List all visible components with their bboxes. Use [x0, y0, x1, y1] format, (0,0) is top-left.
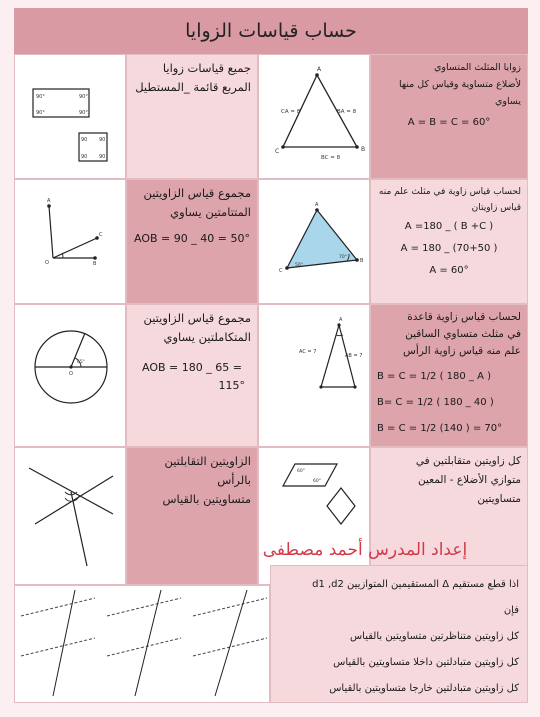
svg-text:90: 90 [81, 137, 88, 143]
formula: A = B = C = 60° [407, 117, 491, 128]
equilateral-text [370, 54, 528, 179]
svg-text:90°: 90° [79, 94, 88, 100]
svg-text:B: B [360, 258, 364, 264]
triangle-sum-text [370, 179, 528, 304]
svg-text:A: A [47, 198, 51, 204]
text-line: اذا قطع مستقيم Δ المستقيمين المتوازيين d1 ,d2 [312, 579, 519, 590]
text-line: متوازي الأضلاع - المعين [418, 474, 521, 486]
vertical-angles-figure [14, 447, 126, 585]
svg-text:90: 90 [99, 154, 106, 160]
text-line: مجموع قياس الزاويتين [143, 311, 251, 325]
svg-text:90: 90 [99, 137, 106, 143]
formula: 115° [218, 379, 245, 392]
vertical-angles-text [126, 447, 258, 585]
side-bc: BC = 8 [321, 155, 341, 161]
text-line: كل زاويتين متبادلتين خارجا متساويتين بالقياس [329, 683, 519, 694]
text-line: في مثلث متساوي الساقين [405, 328, 521, 340]
svg-text:B: B [93, 261, 97, 267]
text-line: كل زاويتين متقابلتين في [415, 455, 521, 467]
vertex-c: C [275, 148, 280, 155]
text-line: كل زاويتين متبادلتين داخلا متساويتين بالقياس [333, 657, 519, 668]
svg-text:90°: 90° [36, 94, 45, 100]
formula: AOB = 90 _ 40 = 50° [134, 232, 250, 245]
author-credit: إعداد المدرس أحمد مصطفى [262, 540, 468, 560]
rectangle-figure [14, 54, 126, 179]
svg-text:O: O [69, 371, 73, 377]
text-line: متساويتين [477, 493, 521, 505]
formula: B= C = 1/2 ( 180 _ 40 ) [377, 397, 494, 408]
svg-text:90: 90 [81, 154, 88, 160]
svg-text:C: C [279, 268, 283, 274]
vertex-a: A [317, 66, 322, 73]
isosceles-text [370, 304, 528, 447]
side-ab: AB = 7 [345, 353, 363, 359]
page-title-banner [14, 8, 528, 54]
side-ba: BA = 8 [337, 109, 357, 115]
svg-text:A: A [315, 202, 319, 208]
svg-text:60°: 60° [313, 479, 321, 484]
vertex-b: B [361, 146, 366, 153]
svg-text:90°: 90° [36, 110, 45, 116]
text-line: متساويتين بالقياس [162, 492, 251, 506]
page-title: حساب قياسات الزوايا [185, 20, 357, 42]
complementary-angle-figure [14, 179, 126, 304]
text-line: فإن [503, 605, 519, 616]
svg-text:50°: 50° [295, 263, 303, 268]
triangle-figure [258, 179, 370, 304]
parallel-lines-text [270, 565, 528, 703]
svg-text:70°: 70° [339, 255, 347, 260]
text-line: علم منه قياس زاوية الرأس [403, 345, 521, 357]
parallel-lines-figures [14, 585, 270, 703]
text-line: زوايا المثلث المتساوي [433, 62, 521, 73]
svg-text:A: A [339, 317, 343, 323]
svg-text:65°: 65° [77, 360, 85, 365]
text-line: لأضلاع متساوية وقياس كل منها [399, 79, 521, 90]
text-line: قياس زاويتان [471, 203, 521, 213]
text-line: كل زاويتين متناظرتين متساويتين بالقياس [349, 631, 519, 642]
text-line: المربع قائمة _المستطيل [135, 80, 251, 94]
svg-text:60°: 60° [297, 469, 305, 474]
text-line: المتكاملتين يساوي [163, 330, 251, 344]
side-ac: AC = 7 [299, 349, 317, 355]
svg-text:C: C [99, 232, 103, 238]
formula: B = C = 1/2 ( 180 _ A ) [377, 371, 492, 382]
text-line: لحساب قياس زاوية قاعدة [407, 311, 521, 323]
formula: AOB = 180 _ 65 = [142, 361, 242, 374]
isosceles-triangle-figure [258, 304, 370, 447]
side-ca: CA = 8 [281, 109, 301, 115]
text-line: مجموع قياس الزاويتين [143, 186, 251, 200]
svg-text:O: O [45, 260, 49, 266]
formula: A =180 _ ( B +C ) [404, 221, 494, 232]
text-line: المتتامتين يساوي [170, 205, 251, 219]
text-line: الزاويتين التقابلتين بالرأس [164, 454, 251, 487]
text-line: جميع قياسات زوايا [162, 61, 251, 75]
supplementary-angle-figure [14, 304, 126, 447]
rectangle-angles-text [126, 54, 258, 179]
text-line: لحساب قياس زاوية في مثلث علم منه [378, 187, 521, 197]
complementary-text [126, 179, 258, 304]
formula: A = 60° [429, 265, 469, 276]
text-line: يساوي [494, 96, 521, 107]
supplementary-text [126, 304, 258, 447]
formula: B = C = 1/2 (140 ) = 70° [377, 423, 503, 434]
formula: A = 180 _ (70+50 ) [400, 243, 498, 254]
svg-text:90°: 90° [79, 110, 88, 116]
equilateral-triangle-figure [258, 54, 370, 179]
